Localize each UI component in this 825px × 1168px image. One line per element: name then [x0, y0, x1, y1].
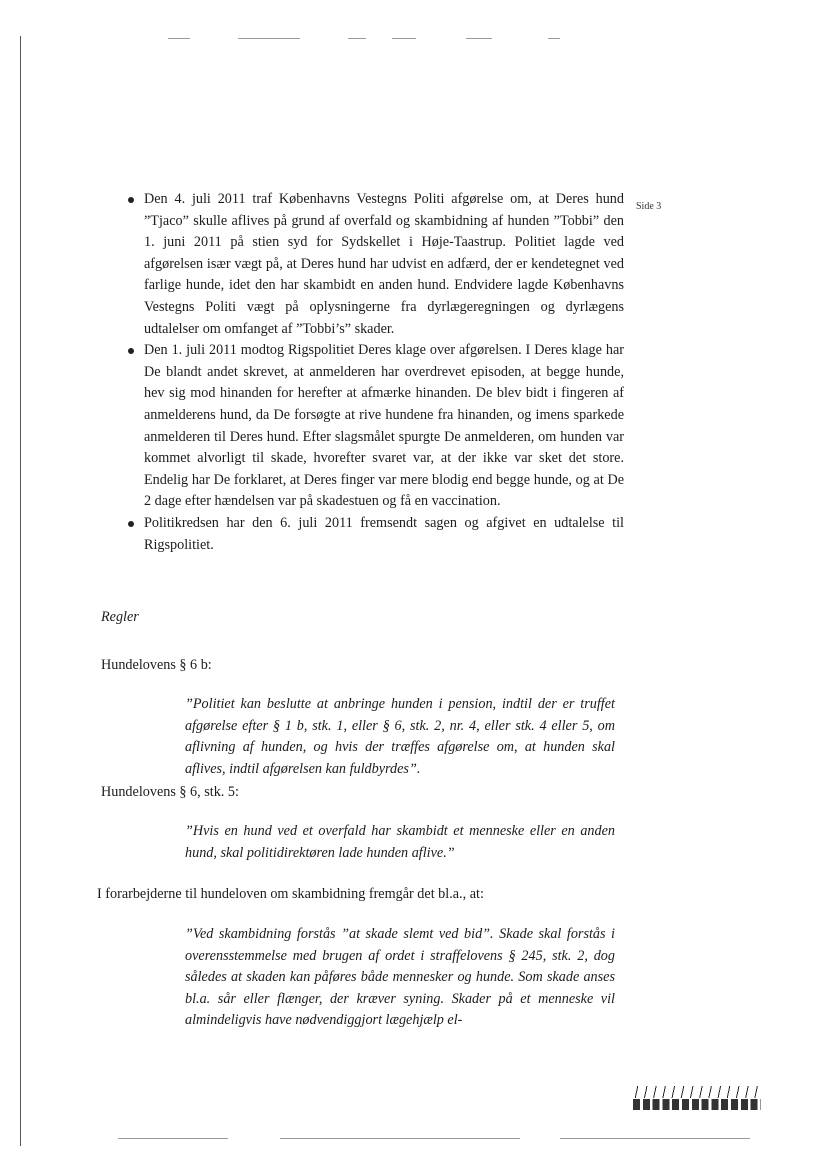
- section-heading: Regler: [101, 609, 139, 625]
- law-quote: ”Ved skambidning forstås ”at skade slemt ved bid”. Skade skal forstås i overensstemmelse med brugen af ordet i straffelovens § 245, stk. 2, dog således at skaden kan påføres både mennesker og hunde. Som skade anses bl.a. sår eller flænger, der kræver syning. Skader på et menneske vil almindeligvis have nødvendiggjort lægehjælp el-: [185, 926, 615, 1028]
- scan-artifact: [238, 38, 300, 39]
- scan-artifact: [168, 38, 190, 39]
- barcode-icon: [633, 1086, 761, 1112]
- scan-artifact: [548, 38, 560, 39]
- list-item: [124, 340, 624, 513]
- law-reference: Hundelovens § 6, stk. 5:: [101, 784, 239, 800]
- scan-artifact: [348, 38, 366, 39]
- list-item-text: Den 4. juli 2011 traf Københavns Vestegns Politi afgørelse om, at Deres hund ”Tjaco” skulle aflives på grund af overfald og skambidning af hunden ”Tobbi” den 1. juni 2011 på stien syd for Sydskellet i Høje-Taastrup. Politiet lagde ved afgørelsen især vægt på, at Deres hund har udvist en adfærd, der er kendetegnet ved farlige hunde, idet den har skambidt en anden hund. Endvidere lagde Københavns Vestegns Politi vægt på oplysningerne fra dyrlægeregningen og dyrlægens udtalelser om omfanget af ”Tobbi’s” skader.: [144, 191, 624, 337]
- bullet-icon: [128, 521, 134, 527]
- bullet-icon: [128, 348, 134, 354]
- law-quote: ”Politiet kan beslutte at anbringe hunden i pension, indtil der er truffet afgørelse efter § 1 b, stk. 1, eller § 6, stk. 2, nr. 4, eller stk. 4 eller 5, om aflivning af hunden, og hvis der træffes afgørelse om, at hunden skal aflives, indtil afgørelsen kan fuldbyrdes”.: [185, 696, 615, 777]
- list-item: [124, 513, 624, 556]
- scan-artifact: [118, 1138, 228, 1139]
- law-quote: ”Hvis en hund ved et overfald har skambidt et menneske eller en anden hund, skal politidirektøren lade hunden aflive.”: [185, 823, 615, 861]
- scan-artifact: [560, 1138, 750, 1139]
- facts-list: [124, 189, 624, 556]
- scan-artifact: [466, 38, 492, 39]
- paragraph: I forarbejderne til hundeloven om skambidning fremgår det bl.a., at:: [97, 886, 484, 902]
- page-number: Side 3: [636, 201, 662, 212]
- law-reference: Hundelovens § 6 b:: [101, 657, 212, 673]
- scan-artifact: [280, 1138, 520, 1139]
- list-item-text: Politikredsen har den 6. juli 2011 fremsendt sagen og afgivet en udtalelse til Rigspolitiet.: [144, 514, 624, 553]
- bullet-icon: [128, 197, 134, 203]
- scan-artifact: [392, 38, 416, 39]
- scan-edge-line: [20, 36, 21, 1146]
- list-item-text: Den 1. juli 2011 modtog Rigspolitiet Deres klage over afgørelsen. I Deres klage har De blandt andet skrevet, at anmelderen har overdrevet episoden, at begge hunde, hev sig mod hinanden for herefter at afmærke hinanden. De blev bidt i fingeren af anmelderens hund, da De forsøgte at rive hundene fra hinanden, og imens sparkede anmelderen til Deres hund. Efter slagsmålet spurgte De anmelderen, om hunden var kommet alvorligt til skade, hvorefter svaret var, at der ikke var sket det store. Endelig har De forklaret, at Deres finger var mere blodig end begge hunde, og at De 2 dage efter hændelsen var på skadestuen og få en vaccination.: [144, 342, 624, 510]
- list-item: [124, 189, 624, 340]
